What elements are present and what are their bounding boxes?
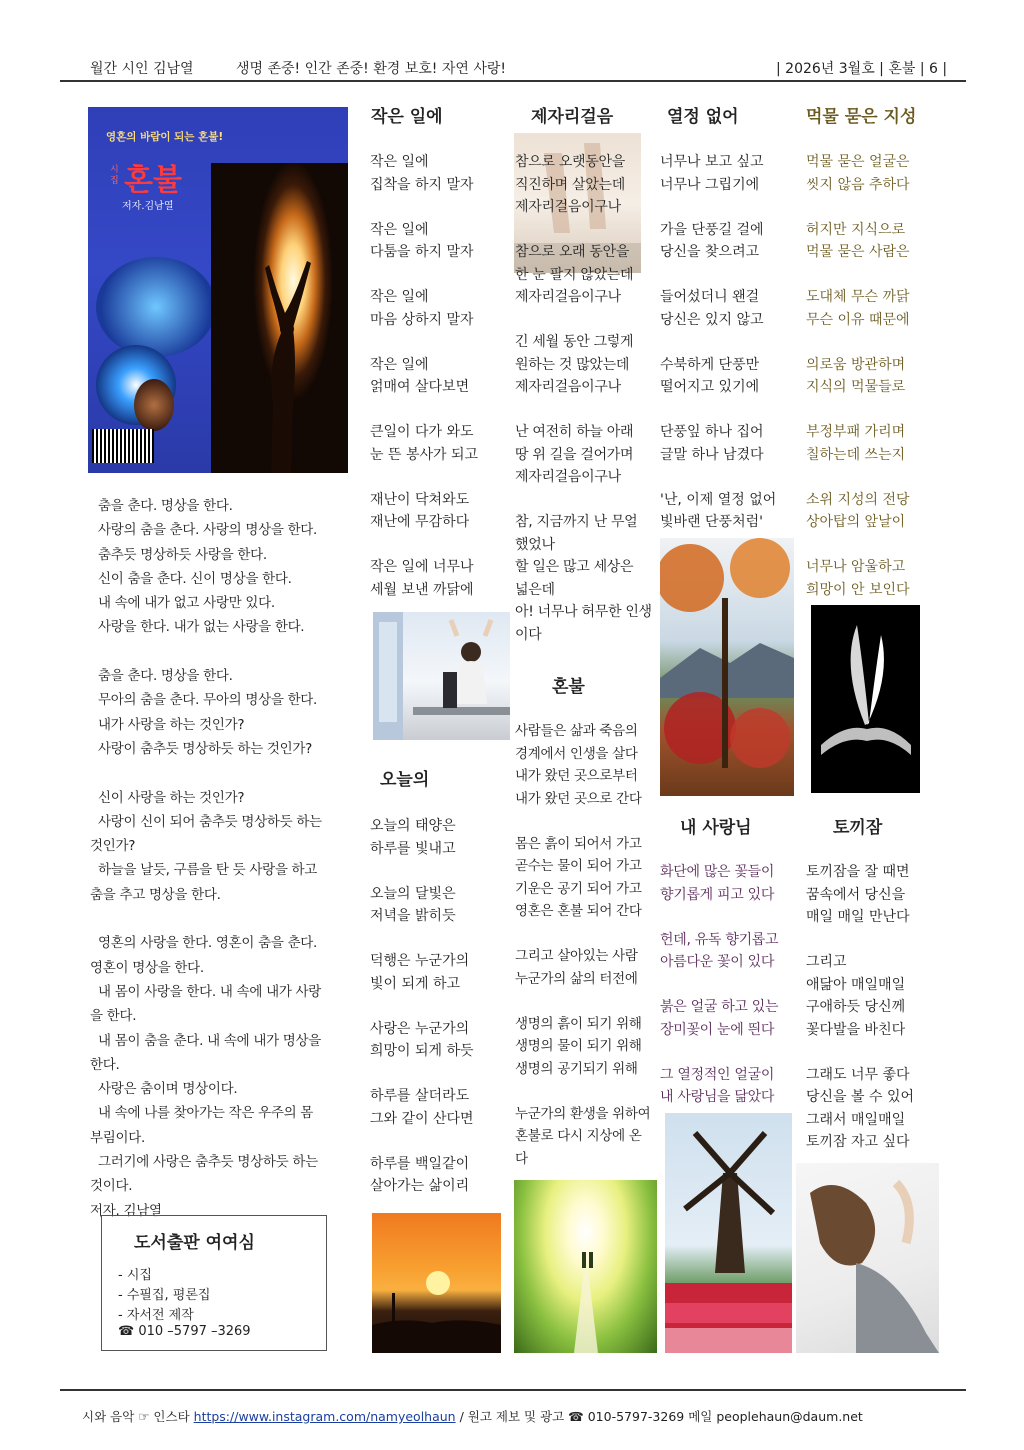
cover-title: 혼불	[124, 163, 182, 198]
autumn-mountain-image	[660, 538, 794, 796]
cover-author: 저자.김남열	[122, 201, 174, 212]
header-slogan: 생명 존중! 인간 존중! 환경 보호! 자연 사랑!	[236, 61, 506, 77]
essay-dance-meditation: 춤을 춘다. 명상을 한다. 사랑의 춤을 춘다. 사랑의 명상을 한다. 춤추듯 명상하듯 사랑을 한다. 신이 춤을 춘다. 신이 명상을 한다. 내 속에 내가 없고 사랑만 있다. 사랑을 한다. 내가 없는 사랑을 한다. 춤을 춘다. 명상을 한다. 무아의 춤을 춘다. 무아의 명상을 한다. 내가 사랑을 하는 것인가? 사랑이 춤추듯 명상하듯 하는 것인가? 신이 사랑을 하는 것인가? 사랑이 신이 되어 춤추듯 명상하듯 하는 것인가? 하늘을 날듯, 구름을 탄 듯 사랑을 하고 춤을 추고 명상을 한다. 영혼의 사랑을 한다. 영혼이 춤을 춘다. 영혼이 명상을 한다. 내 몸이 사랑을 한다. 내 속에 내가 사랑 을 한다. 내 몸이 춤을 춘다. 내 속에 내가 명상을 한다. 사랑은 춤이며 명상이다. 내 속에 나를 찾아가는 작은 우주의 몸 부림이다. 그러기에 사랑은 춤추듯 명상하듯 하는 것이다. 저자. 김남열	[90, 498, 322, 1219]
header-magazine-name: 월간 시인 김남열	[90, 61, 194, 77]
header-rule	[60, 80, 966, 82]
publisher-box	[101, 1215, 327, 1351]
instagram-link[interactable]: https://www.instagram.com/namyeolhaun	[193, 1409, 456, 1424]
sunset-image	[372, 1213, 501, 1353]
publisher-phone: ☎ 010 –5797 –3269	[118, 1324, 251, 1339]
poem-today: 오늘의 태양은 하루를 빛내고 오늘의 달빛은 저녁을 밝히듯 덕행은 누군가의 빛이 되게 하고 사랑은 누군가의 희망이 되게 하듯 하루를 살더라도 그와 같이 산다면 하루를 백일같이 살아가는 삶이리	[370, 818, 474, 1194]
poem-title-inked-knowledge: 먹물 묻은 지성	[806, 107, 917, 127]
sleeping-woman-image	[796, 1163, 939, 1353]
publisher-item: - 시집	[118, 1268, 152, 1283]
poem-title-small-things: 작은 일에	[371, 107, 443, 127]
poem-title-without-passion: 열정 없어	[667, 107, 739, 127]
footer-prefix: 시와 음악 ☞ 인스타	[82, 1409, 190, 1424]
cover-meditation-image	[96, 257, 216, 357]
cover-subtitle: 영혼의 바람이 되는 혼불!	[106, 131, 224, 143]
footer-contact: / 원고 제보 및 광고 ☎ 010-5797-3269 메일 peoplehaun@daum.net	[455, 1409, 863, 1424]
poem-title-today: 오늘의	[380, 770, 430, 790]
publisher-item: - 자서전 제작	[118, 1308, 194, 1323]
open-book-image	[811, 605, 920, 793]
publisher-name: 도서출판 여여심	[134, 1233, 255, 1253]
poem-inked-knowledge: 먹물 묻은 얼굴은 씻지 않음 추하다 허지만 지식으로 먹물 묻은 사람은 도대체 무슨 까닭 무슨 이유 때문에 의로움 방관하며 지식의 먹물들로 부정부패 가리며 칠하는데 쓰는지 소위 지성의 전당 상아탑의 앞날이 너무나 암울하고 희망이 안 보인다	[806, 154, 910, 598]
poem-without-passion: 너무나 보고 싶고 너무나 그립기에 가을 단풍길 걸에 당신을 찾으려고 들어섰더니 왠걸 당신은 있지 않고 수북하게 단풍만 떨어지고 있기에 단풍잎 하나 집어 글말 하나 남겼다 '난, 이제 열정 없어 빛바랜 단풍처럼'	[660, 154, 777, 530]
poem-my-love: 화단에 많은 꽃들이 향기롭게 피고 있다 헌데, 유독 향기롭고 아름다운 꽃이 있다 붉은 얼굴 하고 있는 장미꽃이 눈에 띈다 그 열정적인 얼굴이 내 사랑님을 닮았다	[660, 864, 779, 1105]
cover-genre: 시집	[110, 165, 119, 186]
publisher-item: - 수필집, 평론집	[118, 1288, 211, 1303]
poem-title-my-love: 내 사랑님	[680, 818, 752, 838]
cover-portrait-image	[134, 379, 174, 431]
footer	[82, 1407, 863, 1425]
poem-title-treadmill: 제자리걸음	[531, 107, 614, 127]
light-path-image	[514, 1180, 657, 1353]
footer-rule	[60, 1389, 966, 1391]
poem-title-honbul: 혼불	[552, 677, 585, 697]
poem-title-rabbit-nap: 토끼잠	[833, 818, 883, 838]
office-stretch-image	[373, 612, 510, 740]
candle-dancer-image	[211, 163, 348, 473]
poem-rabbit-nap: 토끼잠을 잘 때면 꿈속에서 당신을 매일 매일 만난다 그리고 애닮아 매일매일 구애하듯 당신께 꽃다발을 바친다 그래도 너무 좋다 당신을 볼 수 있어 그래서 매일매일 토끼잠 자고 싶다	[806, 864, 915, 1150]
header-issue: | 2026년 3월호 | 혼불 | 6 |	[776, 61, 948, 77]
windmill-tulips-image	[665, 1113, 792, 1353]
poem-small-things: 작은 일에 집착을 하지 말자 작은 일에 다툼을 하지 말자 작은 일에 마음 상하지 말자 작은 일에 얽매여 살다보면 큰일이 다가 와도 눈 뜬 봉사가 되고 재난이 닥쳐와도 재난에 무감하다 작은 일에 너무나 세월 보낸 까닭에	[370, 154, 479, 598]
cover-barcode	[92, 429, 154, 463]
poem-honbul: 사람들은 삶과 죽음의 경계에서 인생을 살다 내가 왔던 곳으로부터 내가 왔던 곳으로 간다 몸은 흙이 되어서 가고 곧수는 물이 되어 가고 기운은 공기 되어 가고 영혼은 혼불 되어 간다 그리고 살아있는 사람 누군가의 삶의 터전에 생명의 흙이 되기 위해 생명의 물이 되기 위해 생명의 공기되기 위해 누군가의 환생을 위하여 혼불로 다시 지상에 온 다	[515, 723, 651, 1167]
poem-treadmill: 참으로 오랫동안을 직진하며 살았는데 제자리걸음이구나 참으로 오래 동안을 한 눈 팔지 않았는데 제자리걸음이구나 긴 세월 동안 그렇게 원하는 것 많았는데 제자리걸음이구나 난 여전히 하늘 아래 땅 위 길을 걸어가며 제자리걸음이구나 참, 지금까지 난 무얼 했었나 할 일은 많고 세상은 넓은데 아! 너무나 허무한 인생 이다	[515, 154, 652, 643]
